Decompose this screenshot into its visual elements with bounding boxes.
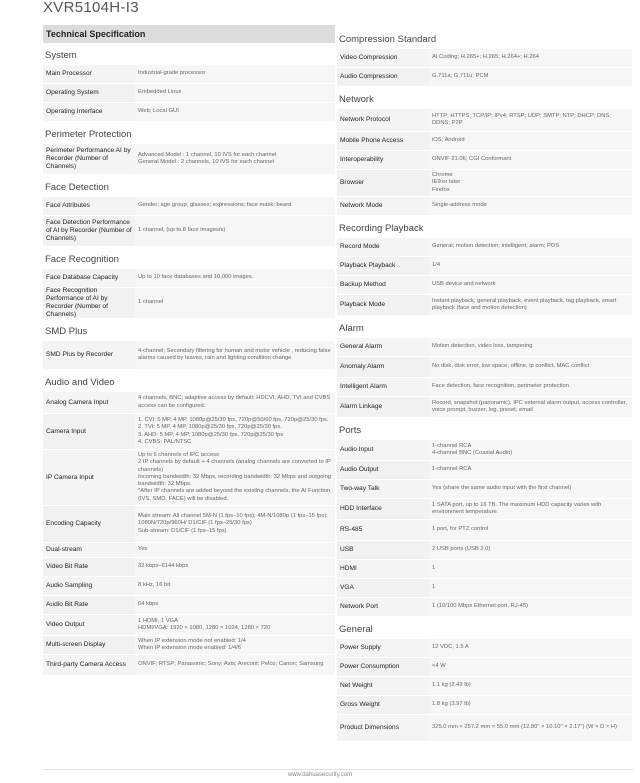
section-title: Recording Playback [339, 223, 424, 234]
spec-value: 4-channel; Secondary filtering for human and motor vehicle , reducing false alarms caused by leaves, rain and lighting condition change [135, 341, 335, 369]
spec-row [337, 49, 632, 68]
spec-label: Audio Bit Rate [43, 596, 135, 614]
spec-label: Interoperability [337, 151, 429, 169]
spec-label: General Alarm [337, 338, 429, 356]
spec-label: Main Processor [43, 65, 135, 83]
spec-value: HTTP; HTTPS; TCP/IP; IPv4; RTSP; UDP; SMTP; NTP; DHCP; DNS; DDNS; P2P [429, 109, 632, 131]
spec-label: Perimeter Performance AI by Recorder (Number of Channels) [43, 144, 135, 174]
spec-row [337, 338, 632, 357]
spec-row [337, 397, 632, 418]
footer-url: www.dahuasecurity.com [287, 772, 353, 778]
spec-value: 1 channel, (up to 8 face images/s) [135, 216, 335, 246]
spec-label: Audio Input [337, 440, 429, 460]
spec-row [43, 450, 335, 506]
spec-row [43, 65, 335, 84]
spec-label: VGA [337, 579, 429, 597]
spec-row [43, 558, 335, 577]
spec-label: USB [337, 541, 429, 559]
section-title: Ports [339, 425, 362, 436]
spec-label: Video Output [43, 615, 135, 635]
spec-row [337, 560, 632, 579]
spec-row [43, 596, 335, 615]
spec-row [337, 579, 632, 598]
spec-row [337, 658, 632, 677]
model-title: XVR5104H-I3 [43, 0, 139, 16]
spec-row [43, 269, 335, 288]
spec-label: Network Port [337, 598, 429, 616]
spec-row [43, 288, 335, 319]
spec-table [43, 65, 335, 122]
footer-divider [43, 769, 633, 770]
left-sections [43, 47, 335, 676]
spec-table [337, 338, 632, 418]
spec-row [337, 461, 632, 480]
spec-row [43, 636, 335, 655]
spec-row [43, 103, 335, 122]
section-title: SMD Plus [45, 326, 88, 337]
spec-row [337, 378, 632, 397]
spec-row [43, 197, 335, 216]
spec-value: 1.1 kg (2.43 lb) [429, 677, 632, 695]
spec-row [337, 480, 632, 499]
spec-value: Yes (share the same audio input with the first channel) [429, 480, 632, 498]
spec-row [43, 543, 335, 558]
spec-label: Mobile Phone Access [337, 132, 429, 150]
spec-label: Face Database Capacity [43, 269, 135, 287]
spec-value: When IP extension mode not enabled: 1/4 When IP extension mode enabled: 1/4/6 [135, 636, 335, 654]
spec-value: USB device and network [429, 276, 632, 294]
spec-label: Net Weight [337, 677, 429, 695]
spec-value: 4 channels, BNC; adaptive access by default: HDCVI, AHD, TVI and CVBS access can be configured. [135, 392, 335, 413]
spec-value: 1 channel [135, 288, 335, 318]
spec-label: Encoding Capacity [43, 506, 135, 542]
spec-value: 1 SATA port, up to 16 TB. The maximum HDD capacity varies with environment temperature. [429, 499, 632, 519]
spec-value: 1.8 kg (3.97 lb) [429, 696, 632, 714]
spec-row [43, 414, 335, 450]
spec-row [43, 655, 335, 676]
spec-label: Anomaly Alarm [337, 357, 429, 377]
spec-label: Product Dimensions [337, 715, 429, 741]
spec-row [337, 440, 632, 461]
spec-value: 1 [429, 560, 632, 578]
technical-specification-header: Technical Specification [43, 25, 335, 43]
spec-label: Power Supply [337, 639, 429, 657]
right-sections [337, 31, 632, 742]
section-title: Face Recognition [45, 254, 119, 265]
spec-value: No disk, disk error, low space, offline, ip conflict, MAC conflict [429, 357, 632, 377]
spec-value: Instant playback, general playback, event playback, tag playback, smart playback (face and motion detection) [429, 295, 632, 315]
section-title: Audio and Video [45, 377, 115, 388]
spec-label: Face Attributes [43, 197, 135, 215]
left-column [43, 25, 335, 676]
spec-row [337, 295, 632, 316]
spec-row [337, 541, 632, 560]
spec-value: 32 kbps–6144 kbps [135, 558, 335, 576]
spec-value: 1. CVI: 5 MP, 4 MP, 1080p@25/30 fps, 720p@50/60 fps, 720p@25/30 fps. 2. TVI: 5 MP, 4 MP, 1080p@25/30 fps, 720p@25/30 fps. 3. AHD: 5 MP, 4 MP, 1080p@25/30 fps, 720p@25/30 fps 4. CVBS: PAL/NTSC [135, 414, 335, 449]
spec-label: Video Bit Rate [43, 558, 135, 576]
spec-row [43, 577, 335, 596]
spec-value: 2 USB ports (USB 2.0) [429, 541, 632, 559]
section-title: General [339, 624, 373, 635]
spec-value: 1-channel RCA [429, 461, 632, 479]
spec-row [43, 144, 335, 175]
spec-label: Operating Interface [43, 103, 135, 121]
spec-table [43, 269, 335, 319]
spec-row [43, 506, 335, 543]
spec-row [43, 341, 335, 370]
spec-label: Alarm Linkage [337, 397, 429, 417]
spec-value: 1 HDMI, 1 VGA HDMI/VGA: 1920 × 1080, 1280 × 1024, 1280 × 720 [135, 615, 335, 635]
spec-row [43, 392, 335, 414]
spec-table [337, 639, 632, 742]
spec-table [337, 440, 632, 617]
section-title: System [45, 50, 77, 61]
spec-row [43, 84, 335, 103]
section-title: Alarm [339, 323, 364, 334]
spec-label: Operating System [43, 84, 135, 102]
spec-value: Up to 6 channels of IPC access 2 IP channels by default + 4 channels (analog channels are converted to IP channels) Incoming bandwidth: 32 Mbps, recording bandwidth: 32 Mbps and outgoing bandwidth: 32 Mbps. *After IP channels are added beyond the existing channels, the AI Function (IVS, SMD, FACE) will be disabled. [135, 450, 335, 505]
spec-value: Record, snapshot (panoramic), IPC external alarm output, access controller, voice prompt, buzzer, log, preset, email [429, 397, 632, 417]
spec-value: Yes [135, 543, 335, 557]
spec-value: 64 kbps [135, 596, 335, 614]
spec-row [337, 639, 632, 658]
spec-value: G.711a; G.711u; PCM [429, 68, 632, 86]
spec-row [337, 499, 632, 520]
spec-table [43, 144, 335, 175]
right-column [337, 25, 632, 742]
spec-label: Audio Output [337, 461, 429, 479]
spec-label: Analog Camera Input [43, 392, 135, 413]
spec-label: Dual-stream [43, 543, 135, 557]
spec-row [337, 132, 632, 151]
spec-row [337, 257, 632, 276]
spec-table [337, 238, 632, 316]
spec-table [337, 49, 632, 87]
spec-value: Web; Local GUI [135, 103, 335, 121]
spec-row [43, 216, 335, 247]
spec-value: 1/4 [429, 257, 632, 275]
spec-row [43, 615, 335, 636]
spec-row [337, 151, 632, 170]
spec-value: Advanced Model : 1 channel, 10 IVS for each channel General Model : 2 channels, 10 IVS for each channel [135, 144, 335, 174]
spec-row [337, 677, 632, 696]
spec-label: Power Consumption [337, 658, 429, 676]
spec-row [337, 170, 632, 197]
spec-row [337, 68, 632, 87]
spec-value: Single-address mode [429, 197, 632, 215]
section-title: Compression Standard [339, 34, 437, 45]
spec-label: Camera Input [43, 414, 135, 449]
spec-label: Gross Weight [337, 696, 429, 714]
spec-value: Face detection, face recognition, perimeter protection [429, 378, 632, 396]
spec-value: <4 W [429, 658, 632, 676]
spec-value: 12 VDC, 1.5 A [429, 639, 632, 657]
spec-row [337, 598, 632, 617]
spec-label: Browser [337, 170, 429, 196]
section-title: Perimeter Protection [45, 129, 132, 140]
spec-value: Embedded Linux [135, 84, 335, 102]
spec-label: Network Mode [337, 197, 429, 215]
spec-value: ONVIF; RTSP; Panasonic; Sony; Axis; Arecont; Pelco; Canon; Samsung [135, 655, 335, 675]
spec-label: Playback Playback [337, 257, 429, 275]
spec-table [337, 109, 632, 216]
spec-label: Face Detection Performance of AI by Recorder (Number of Channels) [43, 216, 135, 246]
spec-row [337, 696, 632, 715]
section-title: Network [339, 94, 374, 105]
section-title: Face Detection [45, 182, 109, 193]
spec-table [43, 197, 335, 247]
spec-row [337, 715, 632, 742]
spec-value: Motion detection, video loss, tampering [429, 338, 632, 356]
spec-row [337, 238, 632, 257]
spec-table [43, 392, 335, 676]
spec-label: Video Compression [337, 49, 429, 67]
spec-label: Intelligent Alarm [337, 378, 429, 396]
spec-value: 1 [429, 579, 632, 597]
spec-value: iOS; Android [429, 132, 632, 150]
spec-label: Third-party Camera Access [43, 655, 135, 675]
spec-row [337, 276, 632, 295]
spec-row [337, 109, 632, 132]
spec-row [337, 357, 632, 378]
spec-label: Multi-screen Display [43, 636, 135, 654]
spec-label: IP Camera Input [43, 450, 135, 505]
spec-value: AI Coding; H.265+; H.265; H.264+; H.264 [429, 49, 632, 67]
spec-value: General; motion detection; intelligent; alarm; POS [429, 238, 632, 256]
spec-value: ONVIF 21.06; CGI Conformant [429, 151, 632, 169]
spec-label: RS-485 [337, 520, 429, 540]
spec-label: Network Protocol [337, 109, 429, 131]
spec-value: Chrome IE9 or later Firefox [429, 170, 632, 196]
spec-label: Backup Method [337, 276, 429, 294]
spec-label: SMD Plus by Recorder [43, 341, 135, 369]
spec-value: Industrial-grade processor [135, 65, 335, 83]
spec-value: 1 port, for PTZ control [429, 520, 632, 540]
spec-label: Two-way Talk [337, 480, 429, 498]
spec-value: Up to 10 face databases and 10,000 images. [135, 269, 335, 287]
spec-value: Gender; age group; glasses; expressions; face mask; beard [135, 197, 335, 215]
spec-value: 325.0 mm × 257.2 mm × 55.0 mm (12.80" × 10.10" × 2.17") (W × D × H) [429, 715, 632, 741]
spec-label: HDD Interface [337, 499, 429, 519]
spec-value: 1 (10/100 Mbps Ethernet port, RJ-45) [429, 598, 632, 616]
spec-value: 1-channel RCA 4-channel BNC (Coaxial Audio) [429, 440, 632, 460]
spec-table [43, 341, 335, 370]
spec-label: Playback Mode [337, 295, 429, 315]
spec-label: Audio Compression [337, 68, 429, 86]
spec-label: Face Recognition Performance of AI by Recorder (Number of Channels) [43, 288, 135, 318]
spec-row [337, 520, 632, 541]
spec-label: Record Mode [337, 238, 429, 256]
spec-label: HDMI [337, 560, 429, 578]
spec-row [337, 197, 632, 216]
spec-value: 8 kHz, 16 bit [135, 577, 335, 595]
spec-label: Audio Sampling [43, 577, 135, 595]
spec-value: Main stream: All channel 5M-N (1 fps–10 fps); 4M-N/1080p (1 fps–15 fps); 1080N/720p/960H/ D1/CIF (1 fps–25/30 fps) Sub-stream: D1/CIF (1 fps–15 fps) [135, 506, 335, 542]
